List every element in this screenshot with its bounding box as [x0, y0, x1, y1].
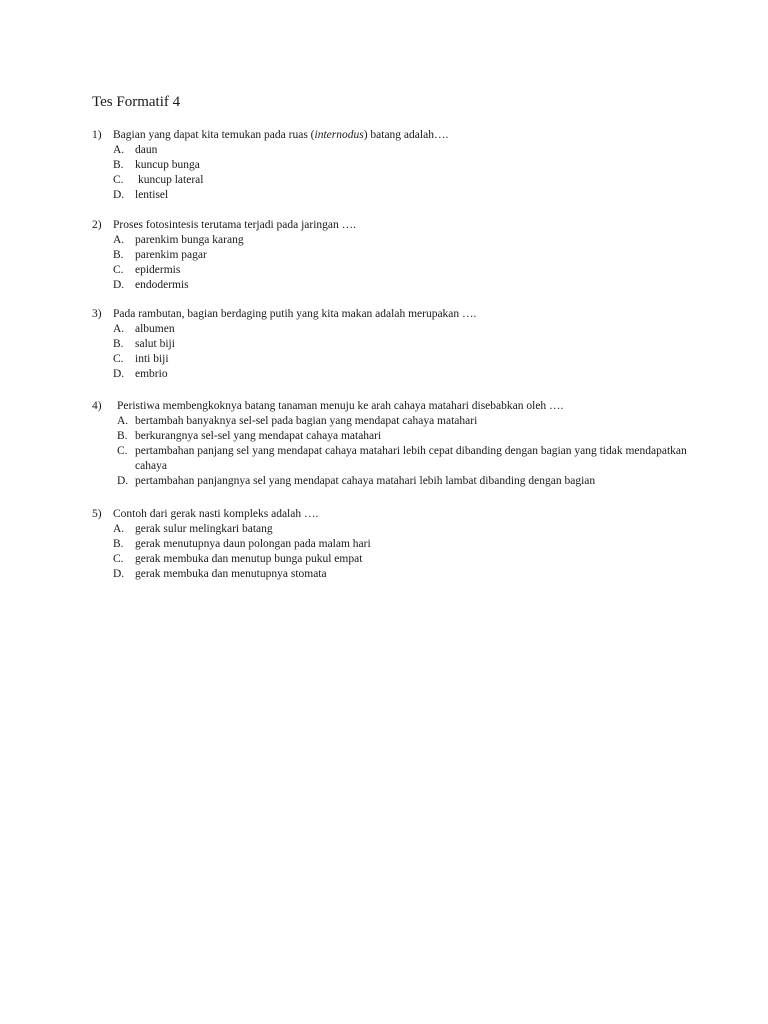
option-a — [92, 143, 692, 158]
option-letter: B. — [113, 159, 124, 171]
option-a — [92, 414, 692, 429]
option-d — [92, 567, 692, 582]
option-letter: B. — [113, 538, 124, 550]
option-b — [92, 429, 692, 444]
option-text: gerak membuka dan menutupnya stomata — [135, 568, 327, 580]
option-text: gerak menutupnya daun polongan pada malam hari — [135, 538, 371, 550]
option-a — [92, 322, 692, 337]
option-letter: D. — [113, 368, 125, 380]
option-letter: C. — [113, 553, 124, 565]
option-letter: B. — [113, 249, 124, 261]
question-number: 5) — [92, 508, 102, 520]
question-3 — [92, 307, 692, 382]
option-text: inti biji — [135, 353, 169, 365]
option-letter: D. — [117, 475, 129, 487]
question-text: Pada rambutan, bagian berdaging putih yang kita makan adalah merupakan …. — [113, 308, 477, 320]
option-text: kuncup bunga — [135, 159, 200, 171]
option-b — [92, 337, 692, 352]
option-letter: D. — [113, 568, 125, 580]
option-b — [92, 248, 692, 263]
question-number: 4) — [92, 400, 102, 412]
question-stem — [92, 307, 692, 322]
question-stem — [92, 128, 692, 143]
option-c — [92, 444, 692, 474]
option-text: gerak sulur melingkari batang — [135, 523, 273, 535]
option-text: berkurangnya sel-sel yang mendapat cahaya matahari — [135, 430, 382, 442]
question-5 — [92, 507, 692, 582]
page-title: Tes Formatif 4 — [92, 94, 181, 110]
question-text: Contoh dari gerak nasti kompleks adalah …. — [113, 508, 319, 520]
option-text: parenkim bunga karang — [135, 234, 244, 246]
answer-options — [92, 522, 692, 582]
option-text: salut biji — [135, 338, 175, 350]
option-letter: A. — [113, 523, 125, 535]
question-number: 2) — [92, 219, 102, 231]
option-letter: D. — [113, 279, 125, 291]
option-b — [92, 537, 692, 552]
option-d — [92, 367, 692, 382]
question-text-italic: internodus — [314, 129, 364, 141]
option-text: kuncup lateral — [138, 174, 204, 186]
option-text: daun — [135, 144, 158, 156]
option-letter: A. — [117, 415, 129, 427]
option-c — [92, 263, 692, 278]
option-letter: B. — [113, 338, 124, 350]
question-text-part: Bagian yang dapat kita temukan pada ruas ( — [113, 129, 315, 141]
option-text: pertambahan panjang sel yang mendapat cahaya matahari lebih cepat dibanding dengan bagian yang tidak mendapatkan cahaya — [135, 445, 687, 472]
option-letter: C. — [113, 264, 124, 276]
question-1 — [92, 128, 692, 203]
question-2 — [92, 218, 692, 293]
option-d — [92, 188, 692, 203]
option-text: lentisel — [135, 189, 169, 201]
question-number: 3) — [92, 308, 102, 320]
question-number: 1) — [92, 129, 102, 141]
option-letter: C. — [113, 174, 124, 186]
answer-options — [92, 414, 692, 489]
question-stem — [92, 507, 692, 522]
option-letter: A. — [113, 144, 125, 156]
question-text: Peristiwa membengkoknya batang tanaman menuju ke arah cahaya matahari disebabkan oleh …. — [117, 400, 564, 412]
option-letter: B. — [117, 430, 128, 442]
option-letter: C. — [117, 445, 128, 457]
option-letter: D. — [113, 189, 125, 201]
answer-options — [92, 143, 692, 203]
option-c — [92, 173, 692, 188]
option-text: albumen — [135, 323, 175, 335]
option-d — [92, 278, 692, 293]
option-text: parenkim pagar — [135, 249, 207, 261]
option-text: endodermis — [135, 279, 189, 291]
option-text: pertambahan panjangnya sel yang mendapat cahaya matahari lebih lambat dibanding dengan bagian — [135, 475, 596, 487]
option-letter: A. — [113, 234, 125, 246]
option-c — [92, 552, 692, 567]
answer-options — [92, 322, 692, 382]
question-stem — [92, 399, 692, 414]
option-a — [92, 233, 692, 248]
option-text: gerak membuka dan menutup bunga pukul empat — [135, 553, 363, 565]
option-letter: C. — [113, 353, 124, 365]
question-4 — [92, 399, 692, 489]
answer-options — [92, 233, 692, 293]
question-text: Proses fotosintesis terutama terjadi pada jaringan …. — [113, 219, 357, 231]
option-text: embrio — [135, 368, 168, 380]
question-text — [113, 128, 448, 143]
option-b — [92, 158, 692, 173]
option-d — [92, 474, 692, 489]
option-c — [92, 352, 692, 367]
question-stem — [92, 218, 692, 233]
option-text: epidermis — [135, 264, 181, 276]
option-a — [92, 522, 692, 537]
option-letter: A. — [113, 323, 125, 335]
option-text: bertambah banyaknya sel-sel pada bagian yang mendapat cahaya matahari — [135, 415, 478, 427]
question-text-part: ) batang adalah…. — [363, 129, 449, 141]
